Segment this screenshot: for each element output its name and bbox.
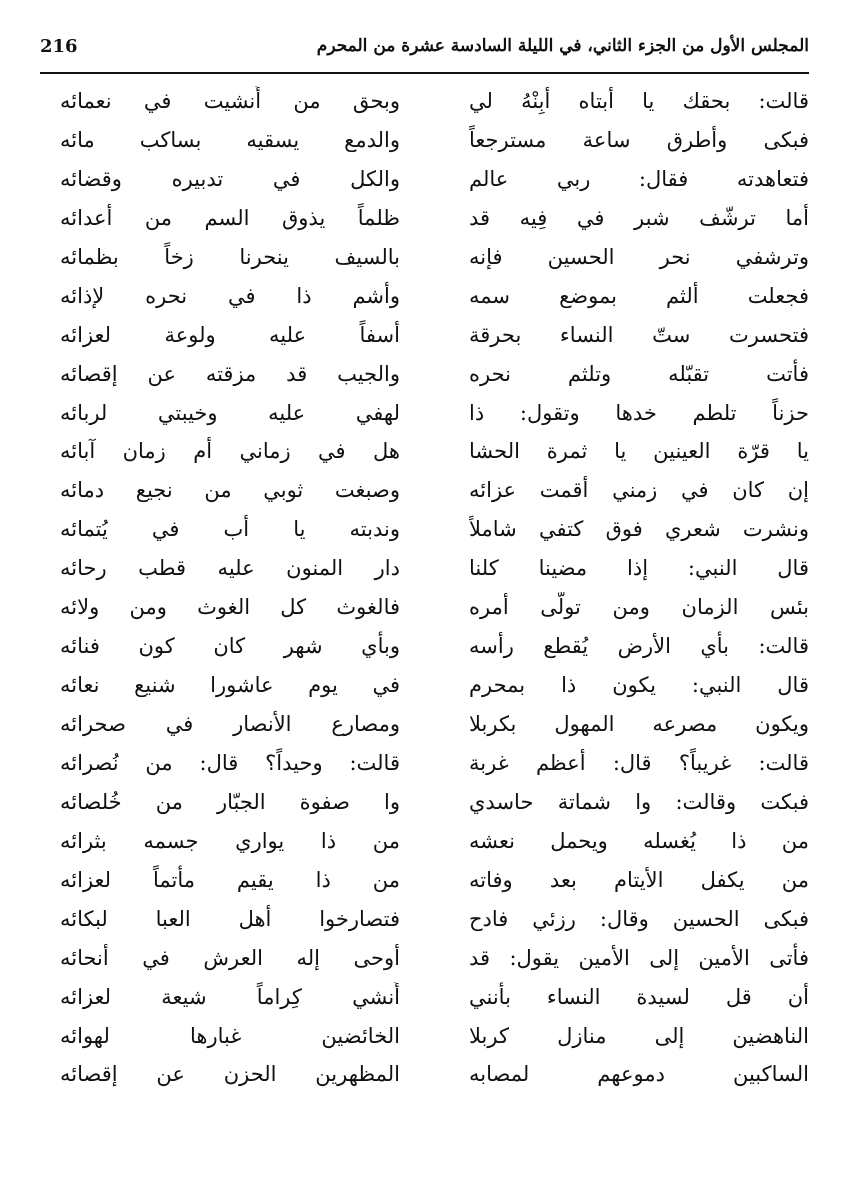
verse-second-hemistich: من ذا يواري جسمه بثرائه bbox=[60, 828, 400, 853]
page-title: المجلس الأول من الجزء الثاني، في الليلة السادسة عشرة من المحرم bbox=[316, 36, 809, 56]
verse-row bbox=[40, 394, 809, 433]
verse-first-hemistich: وترشفي نحر الحسين فإنه bbox=[469, 244, 809, 269]
verse-second-hemistich: لهفي عليه وخيبتي لربائه bbox=[60, 400, 400, 425]
verse-first-hemistich: ويكون مصرعه المهول بكربلا bbox=[469, 712, 809, 736]
verse-row bbox=[40, 705, 809, 744]
verse-second-hemistich: ظلماً يذوق السم من أعدائه bbox=[60, 205, 400, 230]
header-divider bbox=[40, 72, 809, 74]
verse-row bbox=[40, 238, 809, 277]
verse-first-hemistich: الساكبين دموعهم لمصابه bbox=[469, 1062, 809, 1087]
verse-first-hemistich: إن كان في زمني أقمت عزائه bbox=[469, 478, 809, 503]
verse-row bbox=[40, 316, 809, 355]
verse-second-hemistich: وبأي شهر كان كون فنائه bbox=[60, 634, 400, 659]
verse-row bbox=[40, 121, 809, 160]
verse-row bbox=[40, 744, 809, 783]
verse-second-hemistich: وندبته يا أب في يُتمائه bbox=[60, 517, 400, 542]
verse-first-hemistich: فتعاهدته فقال: ربي عالم bbox=[469, 166, 809, 191]
verse-first-hemistich: قالت: بأي الأرض يُقطع رأسه bbox=[469, 634, 809, 659]
verse-row bbox=[40, 277, 809, 316]
verse-second-hemistich: ومصارع الأنصار في صحرائه bbox=[60, 712, 400, 736]
poem-body bbox=[40, 82, 809, 1094]
verse-second-hemistich: هل في زماني أم زمان آبائه bbox=[60, 439, 400, 464]
verse-row bbox=[40, 978, 809, 1017]
verse-first-hemistich: فتحسرت ستّ النساء بحرقة bbox=[469, 322, 809, 347]
verse-row bbox=[40, 471, 809, 510]
verse-first-hemistich: فأتى الأمين إلى الأمين يقول: قد bbox=[469, 945, 809, 970]
verse-first-hemistich: الناهضين إلى منازل كربلا bbox=[469, 1023, 809, 1048]
page-header bbox=[40, 34, 809, 68]
verse-second-hemistich: والكل في تدبيره وقضائه bbox=[60, 166, 400, 191]
verse-row bbox=[40, 82, 809, 121]
verse-second-hemistich: قالت: وحيداً؟ قال: من نُصرائه bbox=[60, 750, 400, 775]
verse-first-hemistich: فبكت وقالت: وا شماتة حاسدي bbox=[469, 789, 809, 814]
verse-row bbox=[40, 355, 809, 394]
verse-row bbox=[40, 549, 809, 588]
verse-second-hemistich: دار المنون عليه قطب رحائه bbox=[60, 556, 400, 581]
verse-first-hemistich: أما ترشّف شبر في فِيه قد bbox=[469, 205, 809, 230]
verse-row bbox=[40, 939, 809, 978]
page-number: 216 bbox=[40, 36, 78, 57]
verse-first-hemistich: فجعلت ألثم بموضع سمه bbox=[469, 283, 809, 308]
verse-second-hemistich: وبحق من أُنشيت في نعمائه bbox=[60, 89, 400, 113]
verse-row bbox=[40, 588, 809, 627]
verse-row bbox=[40, 627, 809, 666]
verse-second-hemistich: والدمع يسقيه بساكب مائه bbox=[60, 127, 400, 152]
verse-first-hemistich: حزناً تلطم خدها وتقول: ذا bbox=[469, 400, 809, 425]
verse-second-hemistich: في يوم عاشورا شنيع نعائه bbox=[60, 673, 400, 698]
verse-second-hemistich: أسفاً عليه ولوعة لعزائه bbox=[60, 322, 400, 347]
verse-row bbox=[40, 160, 809, 199]
verse-row bbox=[40, 666, 809, 705]
verse-second-hemistich: من ذا يقيم مأتماً لعزائه bbox=[60, 867, 400, 892]
verse-second-hemistich: فتصارخوا أهل العبا لبكائه bbox=[60, 906, 400, 931]
verse-row bbox=[40, 510, 809, 549]
verse-first-hemistich: بئس الزمان ومن تولّى أمره bbox=[469, 595, 809, 620]
verse-second-hemistich: أُنشي كِراماً شيعة لعزائه bbox=[60, 984, 400, 1009]
verse-row bbox=[40, 1055, 809, 1094]
verse-first-hemistich: فبكى وأطرق ساعة مسترجعاً bbox=[469, 127, 809, 152]
verse-second-hemistich: فالغوث كل الغوث ومن ولائه bbox=[60, 595, 400, 620]
verse-second-hemistich: المظهرين الحزن عن إقصائه bbox=[60, 1062, 400, 1087]
verse-row bbox=[40, 861, 809, 900]
verse-row bbox=[40, 822, 809, 861]
verse-first-hemistich: ونشرت شعري فوق كتفي شاملاً bbox=[469, 517, 809, 542]
verse-first-hemistich: من يكفل الأيتام بعد وفاته bbox=[469, 867, 809, 892]
verse-second-hemistich: الخائضين غبارها لهوائه bbox=[60, 1023, 400, 1048]
verse-second-hemistich: وصبغت ثوبي من نجيع دمائه bbox=[60, 478, 400, 503]
verse-row bbox=[40, 900, 809, 939]
verse-first-hemistich: قالت: بحقك يا أبتاه أبِنْهُ لي bbox=[469, 89, 809, 113]
verse-row bbox=[40, 432, 809, 471]
verse-second-hemistich: أوحى إله العرش في أنحائه bbox=[60, 945, 400, 970]
verse-first-hemistich: قالت: غريباً؟ قال: أعظم غربة bbox=[469, 750, 809, 775]
verse-first-hemistich: أن قل لسيدة النساء بأنني bbox=[469, 984, 809, 1009]
verse-second-hemistich: وا صفوة الجبّار من خُلصائه bbox=[60, 789, 400, 814]
verse-first-hemistich: فأتت تقبّله وتلثم نحره bbox=[469, 361, 809, 386]
verse-first-hemistich: فبكى الحسين وقال: رزئي فادح bbox=[469, 906, 809, 931]
verse-second-hemistich: بالسيف ينحرنا زخاً بظمائه bbox=[60, 244, 400, 269]
verse-first-hemistich: من ذا يُغسله ويحمل نعشه bbox=[469, 828, 809, 853]
verse-row bbox=[40, 783, 809, 822]
verse-first-hemistich: يا قرّة العينين يا ثمرة الحشا bbox=[469, 439, 809, 464]
verse-row bbox=[40, 199, 809, 238]
verse-first-hemistich: قال النبي: يكون ذا بمحرم bbox=[469, 673, 809, 698]
verse-row bbox=[40, 1017, 809, 1056]
verse-second-hemistich: والجيب قد مزقته عن إقصائه bbox=[60, 361, 400, 386]
verse-first-hemistich: قال النبي: إذا مضينا كلنا bbox=[469, 556, 809, 581]
verse-second-hemistich: وأشم ذا في نحره لإذائه bbox=[60, 283, 400, 308]
